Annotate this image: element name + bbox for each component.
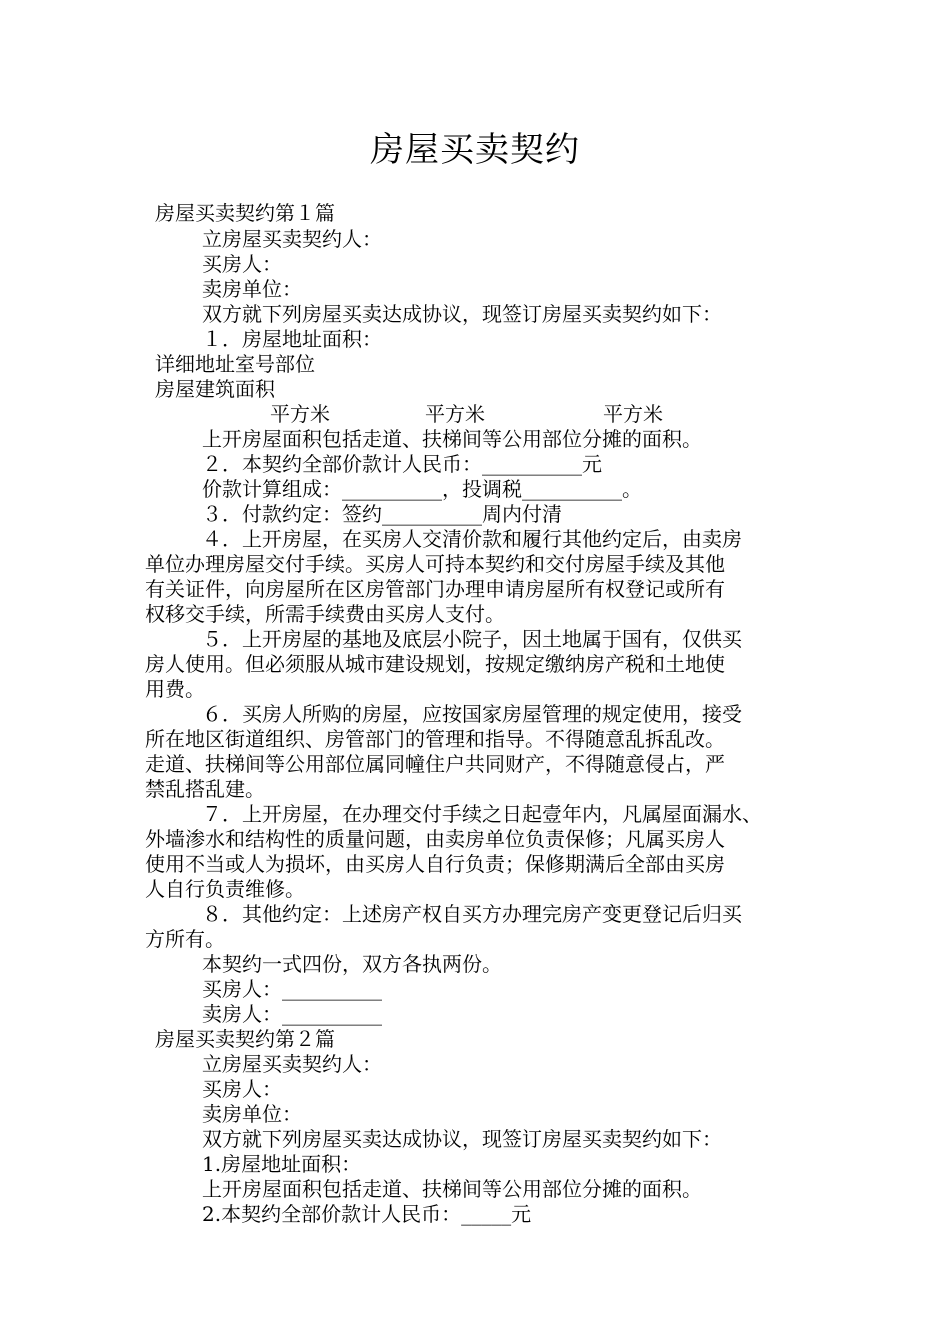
clause-8: ８．其他约定：上述房产权自买方办理完房产变更登记后归买: [202, 902, 742, 926]
text-line: 单位办理房屋交付手续。买房人可持本契约和交付房屋手续及其他: [145, 552, 725, 576]
text-line: 人自行负责维修。: [145, 877, 305, 901]
area-unit: 平方米: [603, 402, 663, 426]
text-line: 所在地区街道组织、房管部门的管理和指导。不得随意乱拆乱改。: [145, 727, 725, 751]
area-unit: 平方米: [425, 402, 485, 426]
text-line: 有关证件，向房屋所在区房管部门办理申请房屋所有权登记或所有: [145, 577, 725, 601]
clause-1: １．房屋地址面积：: [202, 327, 382, 351]
signature-line-buyer: 买房人：__________: [202, 977, 382, 1001]
text-line: 禁乱搭乱建。: [145, 777, 265, 801]
text-line: 上开房屋面积包括走道、扶梯间等公用部位分摊的面积。: [202, 1177, 702, 1201]
text-line: 使用不当或人为损坏，由买房人自行负责；保修期满后全部由买房: [145, 852, 725, 876]
text-line: 走道、扶梯间等公用部位属同幢住户共同财产，不得随意侵占，严: [145, 752, 725, 776]
clause-2: 2.本契约全部价款计人民币：_____元: [202, 1202, 532, 1226]
text-line: 卖房单位：: [202, 277, 302, 301]
clause-5: ５．上开房屋的基地及底层小院子，因土地属于国有，仅供买: [202, 627, 742, 651]
text-line: 权移交手续，所需手续费由买房人支付。: [145, 602, 505, 626]
text-line: 上开房屋面积包括走道、扶梯间等公用部位分摊的面积。: [202, 427, 702, 451]
text-line: 卖房单位：: [202, 1102, 302, 1126]
area-unit: 平方米: [270, 402, 330, 426]
clause-7: ７．上开房屋，在办理交付手续之日起壹年内，凡属屋面漏水、: [202, 802, 762, 826]
text-line: 本契约一式四份，双方各执两份。: [202, 952, 502, 976]
text-line: 详细地址室号部位: [155, 352, 315, 376]
text-line: 双方就下列房屋买卖达成协议，现签订房屋买卖契约如下：: [202, 302, 722, 326]
section-heading-1: 房屋买卖契约第１篇: [155, 201, 335, 225]
text-line: 方所有。: [145, 927, 225, 951]
clause-4: ４．上开房屋，在买房人交清价款和履行其他约定后，由卖房: [202, 527, 742, 551]
text-line: 外墙渗水和结构性的质量问题，由卖房单位负责保修；凡属买房人: [145, 827, 725, 851]
text-line: 双方就下列房屋买卖达成协议，现签订房屋买卖契约如下：: [202, 1127, 722, 1151]
signature-line-seller: 卖房人：__________: [202, 1002, 382, 1026]
clause-3: ３．付款约定：签约__________周内付清: [202, 502, 562, 526]
document-title: 房屋买卖契约: [370, 130, 580, 170]
text-line: 立房屋买卖契约人：: [202, 1052, 382, 1076]
text-line: 买房人：: [202, 1077, 282, 1101]
section-heading-2: 房屋买卖契约第２篇: [155, 1027, 335, 1051]
text-line: 买房人：: [202, 252, 282, 276]
clause-1: 1.房屋地址面积：: [202, 1152, 362, 1176]
text-line: 房人使用。但必须服从城市建设规划，按规定缴纳房产税和土地使: [145, 652, 725, 676]
text-line: 价款计算组成：__________，投调税__________。: [202, 477, 642, 501]
clause-2: ２．本契约全部价款计人民币：__________元: [202, 452, 602, 476]
text-line: 用费。: [145, 677, 205, 701]
text-line: 房屋建筑面积: [155, 377, 275, 401]
clause-6: ６．买房人所购的房屋，应按国家房屋管理的规定使用，接受: [202, 702, 742, 726]
text-line: 立房屋买卖契约人：: [202, 227, 382, 251]
